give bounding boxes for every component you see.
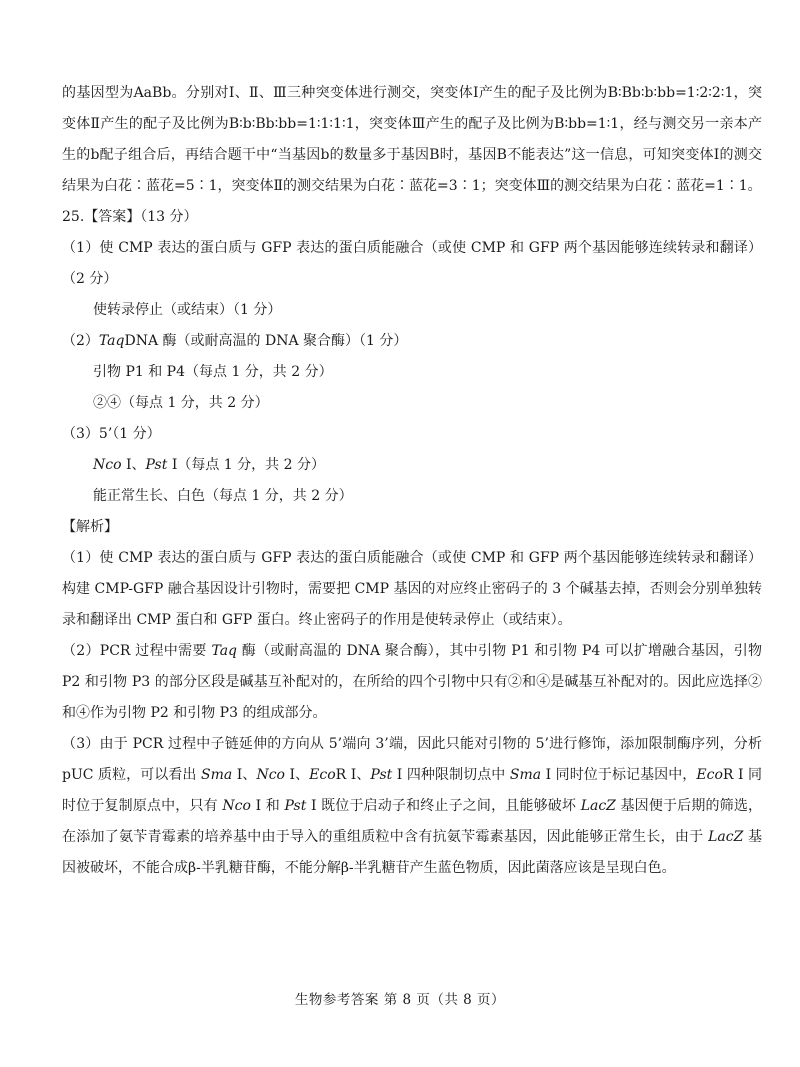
pst-term: Pst bbox=[284, 798, 307, 814]
analysis-3-f: I 同时位于标记基因中， bbox=[541, 767, 697, 783]
page-content bbox=[62, 78, 762, 884]
nco-term: Nco bbox=[93, 457, 122, 473]
analysis-3-g: R I 同时位于复制原点中，只有 bbox=[62, 767, 763, 814]
intro-paragraph: 的基因型为AaBb。分别对Ⅰ、Ⅱ、Ⅲ三种突变体进行测交，突变体Ⅰ产生的配子及比例为B∶Bb∶b∶bb=1∶2∶2∶1，突变体Ⅱ产生的配子及比例为B∶b∶Bb∶bb=1∶1∶1∶1，突变体Ⅲ产生的配子及比例为B∶bb=1∶1，经与测交另一亲本产生的b配子组合后，再结合题干中“当基因b的数量多于基因B时，基因B不能表达”这一信息，可知突变体Ⅰ的测交结果为白花∶蓝花=5∶1，突变体Ⅱ的测交结果为白花∶蓝花=3∶1；突变体Ⅲ的测交结果为白花∶蓝花=1∶1。 bbox=[62, 85, 762, 194]
answer-3b-sep: I、 bbox=[121, 457, 146, 473]
page-footer: 生物参考答案 第 8 页（共 8 页） bbox=[294, 992, 506, 1008]
lacz-term: LacZ bbox=[708, 829, 744, 845]
analysis-header: 【解析】 bbox=[62, 519, 118, 535]
lacz-term: LacZ bbox=[580, 798, 616, 814]
analysis-3 bbox=[62, 729, 762, 884]
analysis-3-i: I 既位于启动子和终止子之间，且能够破坏 bbox=[306, 798, 581, 814]
taq-term: Taq bbox=[98, 333, 125, 349]
answer-2-text: DNA 酶（或耐高温的 DNA 聚合酶）（1 分） bbox=[124, 333, 408, 349]
analysis-3-b: I、 bbox=[232, 767, 257, 783]
analysis-3-c: I、 bbox=[284, 767, 310, 783]
analysis-2-a: （2）PCR 过程中需要 bbox=[62, 643, 212, 659]
analysis-2 bbox=[62, 636, 762, 729]
answer-3c: 能正常生长、白色（每点 1 分，共 2 分） bbox=[93, 488, 353, 504]
analysis-3-e: I 四种限制切点中 bbox=[392, 767, 510, 783]
analysis-3-h: I 和 bbox=[250, 798, 285, 814]
pst-term: Pst bbox=[370, 767, 393, 783]
pst-term: Pst bbox=[145, 457, 168, 473]
answer-1: （1）使 CMP 表达的蛋白质与 GFP 表达的蛋白质能融合（或使 CMP 和 GFP 两个基因能够连续转录和翻译）（2 分） bbox=[62, 240, 762, 287]
answer-3b bbox=[62, 450, 762, 481]
analysis-3-d: R I、 bbox=[335, 767, 371, 783]
answer-2b: 引物 P1 和 P4（每点 1 分，共 2 分） bbox=[93, 364, 333, 380]
analysis-2-b: 酶（或耐高温的 DNA 聚合酶），其中引物 P1 和引物 P4 可以扩增融合基因，引物 P2 和引物 P3 的部分区段是碱基互补配对的，在所给的四个引物中只有②和④是碱基互补配对的。因此应选择②和④作为引物 P2 和引物 P3 的组成部分。 bbox=[62, 643, 763, 721]
analysis-3-k: 基因被破坏，不能合成β-半乳糖苷酶，不能分解β-半乳糖苷产生蓝色物质，因此菌落应该是呈现白色。 bbox=[62, 829, 762, 876]
eco-term: Eco bbox=[696, 767, 723, 783]
sma-term: Sma bbox=[201, 767, 233, 783]
question-25-header: 25.【答案】（13 分） bbox=[62, 209, 198, 225]
answer-1b: 使转录停止（或结束）（1 分） bbox=[93, 302, 282, 318]
answer-3b-text: I（每点 1 分，共 2 分） bbox=[167, 457, 325, 473]
answer-2 bbox=[62, 326, 762, 357]
taq-term: Taq bbox=[211, 643, 237, 659]
analysis-1: （1）使 CMP 表达的蛋白质与 GFP 表达的蛋白质能融合（或使 CMP 和 GFP 两个基因能够连续转录和翻译）构建 CMP-GFP 融合基因设计引物时，需要把 CMP 基因的对应终止密码子的 3 个碱基去掉，否则会分别单独转录和翻译出 CMP 蛋白和 GFP 蛋白。终止密码子的作用是使转录停止（或结束）。 bbox=[62, 550, 762, 628]
answer-2c: ②④（每点 1 分，共 2 分） bbox=[93, 395, 269, 411]
answer-2-prefix: （2） bbox=[62, 333, 99, 349]
sma-term: Sma bbox=[509, 767, 542, 783]
answer-3: （3）5’（1 分） bbox=[62, 426, 161, 442]
eco-term: Eco bbox=[309, 767, 336, 783]
nco-term: Nco bbox=[222, 798, 251, 814]
nco-term: Nco bbox=[256, 767, 285, 783]
analysis-3-j: 基因便于后期的筛选，在添加了氨苄青霉素的培养基中由于导入的重组质粒中含有抗氨苄霉素基因，因此能够正常生长，由于 bbox=[62, 798, 762, 845]
analysis-3-a: （3）由于 PCR 过程中子链延伸的方向从 5’端向 3’端，因此只能对引物的 5’进行修饰，添加限制酶序列，分析 pUC 质粒，可以看出 bbox=[62, 736, 762, 783]
